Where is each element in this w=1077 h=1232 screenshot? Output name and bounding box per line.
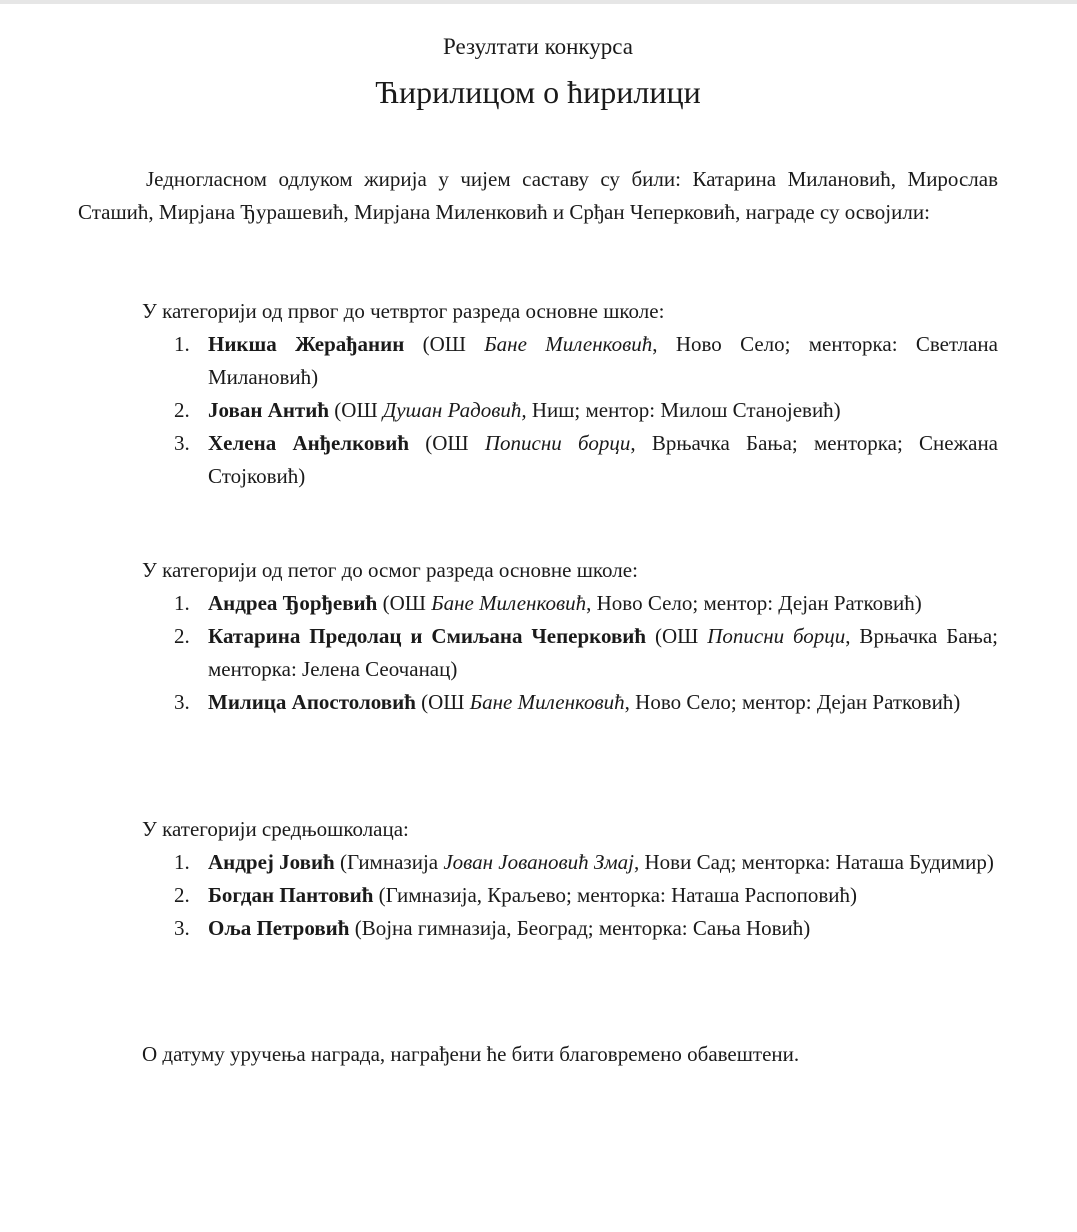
winner-name: Ољa Петровић — [208, 916, 350, 940]
school-prefix: (Војна гимназија, Београд; менторка: Сања Новић) — [349, 916, 811, 940]
page-title: Ћирилицом о ћирилици — [375, 74, 701, 110]
winner-name: Богдан Пантовић — [208, 883, 374, 907]
list-item — [142, 427, 998, 493]
category-title: У категорији од првог до четвртог разреда основне школе: — [142, 299, 665, 323]
item-number: 1. — [174, 332, 190, 356]
list-item — [142, 620, 998, 686]
list-item — [142, 328, 998, 394]
category-title: У категорији од петог до осмог разреда основне школе: — [142, 558, 638, 582]
mentor-info: Ниш; ментор: Милош Станојевић) — [526, 398, 841, 422]
list-item — [142, 846, 998, 879]
school-prefix: (ОШ — [415, 690, 470, 714]
school-prefix: (Гимназија — [334, 850, 444, 874]
item-number: 2. — [174, 624, 190, 648]
item-number: 2. — [174, 398, 190, 422]
mentor-info: , Врњачка Бања; менторка: Јелена Сеочанац) — [208, 624, 998, 681]
list-item — [142, 686, 998, 719]
mentor-info: , Врњачка Бања; менторка; Снежана Стојковић) — [208, 431, 998, 488]
winners-list — [142, 587, 998, 719]
winner-name: Андреј Јовић — [208, 850, 335, 874]
closing-paragraph: О датуму уручења награда, награђени ће бити благовремено обавештени. — [142, 1042, 800, 1066]
school-prefix: (ОШ — [409, 431, 485, 455]
school-prefix: (ОШ — [377, 591, 432, 615]
winners-list — [142, 846, 998, 945]
winner-name: Јован Антић — [208, 398, 330, 422]
school-name: Јован Јовановић Змај — [443, 850, 635, 874]
winner-name: Хелена Анђелковић — [208, 431, 410, 455]
winners-list — [142, 328, 998, 493]
school-name: Бане Миленковић — [469, 690, 625, 714]
mentor-info: , Ново Село; ментор: Дејан Ратковић) — [624, 690, 961, 714]
category-section — [142, 295, 998, 493]
school-prefix: (ОШ — [404, 332, 485, 356]
list-item — [142, 879, 998, 912]
school-prefix: (Гимназија, Краљево; менторка: Наташа Распоповић) — [373, 883, 857, 907]
list-item — [142, 587, 998, 620]
winner-name: Никша Жерађанин — [208, 332, 405, 356]
school-prefix: (ОШ — [646, 624, 708, 648]
item-number: 3. — [174, 431, 190, 455]
item-number: 2. — [174, 883, 190, 907]
item-number: 1. — [174, 850, 190, 874]
intro-paragraph: Једногласном одлуком жирија у чијем саставу су били: Катарина Милановић, Мирослав Сташић, Мирјана Ђурашевић, Мирјана Миленковић и Срђан Чеперковић, награде су освојили: — [78, 167, 998, 224]
mentor-info: , Нови Сад; менторка: Наташа Будимир) — [634, 850, 994, 874]
winner-name: Катарина Предолац и Смиљана Чеперковић — [208, 624, 647, 648]
winner-name: Милица Апостоловић — [208, 690, 416, 714]
school-name: Пописни борци — [707, 624, 846, 648]
category-title: У категорији средњошколаца: — [142, 817, 409, 841]
school-name: Бане Миленковић — [431, 591, 587, 615]
top-edge-line — [0, 0, 1077, 4]
mentor-info: , Ново Село; менторка: Светлана Милановић) — [208, 332, 998, 389]
mentor-info: , Ново Село; ментор: Дејан Ратковић) — [586, 591, 922, 615]
list-item — [142, 912, 998, 945]
list-item — [142, 394, 998, 427]
school-name: Пописни борци — [484, 431, 631, 455]
winner-name: Андреа Ђорђевић — [208, 591, 378, 615]
school-name: Бане Миленковић — [484, 332, 653, 356]
school-name: Душан Радовић, — [382, 398, 527, 422]
page-subtitle: Резултати конкурса — [443, 34, 633, 59]
item-number: 3. — [174, 916, 190, 940]
school-prefix: (ОШ — [329, 398, 383, 422]
category-section — [142, 813, 998, 945]
item-number: 3. — [174, 690, 190, 714]
category-section — [142, 554, 998, 719]
item-number: 1. — [174, 591, 190, 615]
